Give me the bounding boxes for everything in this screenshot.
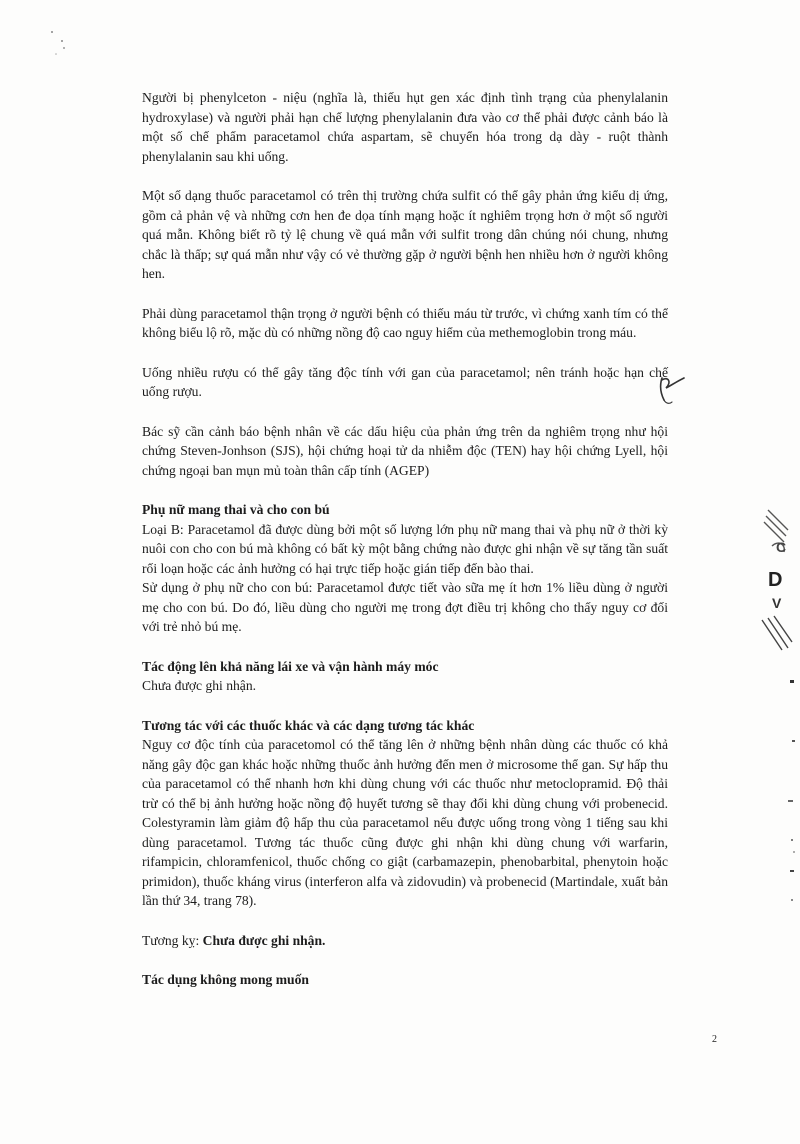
section-interactions	[142, 716, 668, 911]
driving-text: Chưa được ghi nhận.	[142, 678, 257, 693]
paragraph-skin-reactions: Bác sỹ cần cảnh báo bệnh nhân về các dấu hiệu của phản ứng trên da nghiêm trọng như hội chứng Steven-Jonhson (SJS), hội chứng hoại tử da nhiễm độc (TEN) hay hội chứng Lyell, hội chứng ngoại ban mụn mủ toàn thân cấp tính (AGEP)	[142, 423, 668, 478]
edge-stamp-marks	[748, 500, 800, 830]
paragraph-anemia: Phải dùng paracetamol thận trọng ở người bệnh có thiếu máu từ trước, vì chứng xanh tím có thể không biểu lộ rõ, mặc dù có những nồng độ cao nguy hiểm của methemoglobin trong máu.	[142, 305, 668, 340]
incompatibility-value: Chưa được ghi nhận.	[202, 932, 326, 948]
document-body	[142, 88, 668, 990]
incompatibility-label: Tương kỵ:	[142, 932, 203, 948]
edge-scan-dots	[778, 830, 800, 970]
incompatibility-line	[142, 931, 668, 951]
paragraph-alcohol: Uống nhiều rượu có thể gây tăng độc tính với gan của paracetamol; nên tránh hoặc hạn chế uống rượu.	[142, 364, 668, 399]
svg-text:C: C	[776, 539, 787, 555]
interactions-text: Nguy cơ độc tính của paracetomol có thể tăng lên ở những bệnh nhân dùng các thuốc có khả năng gây độc gan khác hoặc những thuốc ảnh hưởng đến men ở microsome thể gan. Sự hấp thu của paracetamol có thể nhanh hơn khi dùng chung với các thuốc như metoclopramid. Độ thải trừ có thể bị ảnh hưởng hoặc nồng độ huyết tương sẽ thay đổi khi dùng chung với probenecid. Colestyramin làm giảm độ hấp thu của paracetamol nếu được uống trong vòng 1 tiếng sau khi dùng paracetamol. Tương tác thuốc cũng được ghi nhận khi dùng chung với warfarin, rifampicin, chloramfenicol, thuốc chống co giật (carbamazepin, phenobarbital, phenytoin hoặc primidon), thuốc kháng virus (interferon alfa và zidovudin) và probenecid (Martindale, xuất bản lần thứ 34, trang 78).	[142, 737, 668, 908]
section-pregnancy	[142, 500, 668, 637]
heading-pregnancy: Phụ nữ mang thai và cho con bú	[142, 502, 330, 517]
pregnancy-category-text: Loại B: Paracetamol đã được dùng bởi một số lượng lớn phụ nữ mang thai và phụ nữ ở thời kỳ nuôi con cho con bú mà không có bất kỳ một bằng chứng nào được ghi nhận về sự tăng tần suất rối loạn hoặc các ảnh hưởng có hại trực tiếp hoặc gián tiếp đến bào thai.	[142, 521, 668, 576]
svg-text:V: V	[772, 595, 782, 611]
paragraph-phenylketonuria: Người bị phenylceton - niệu (nghĩa là, thiếu hụt gen xác định tình trạng của phenylalanin hydroxylase) và người phải hạn chế lượng phenylalanin đưa vào cơ thể phải được cảnh báo là một số chế phẩm paracetamol chứa aspartam, sẽ chuyển hóa trong dạ dày - ruột thành phenylalanin sau khi uống.	[142, 90, 668, 164]
svg-text:D: D	[768, 569, 783, 591]
heading-side-effects: Tác dụng không mong muốn	[142, 972, 309, 987]
handwritten-initial	[650, 372, 690, 408]
breastfeeding-text: Sử dụng ở phụ nữ cho con bú: Paracetamol được tiết vào sữa mẹ ít hơn 1% liều dùng ở người mẹ cho con bú. Do đó, liều dùng cho người mẹ trong đợt điều trị không cho thấy nguy cơ đối với trẻ nhỏ bú mẹ.	[142, 580, 668, 634]
paragraph-sulfite: Một số dạng thuốc paracetamol có trên thị trường chứa sulfit có thể gây phản ứng kiểu dị ứng, gồm cả phản vệ và những cơn hen đe dọa tính mạng hoặc ít nghiêm trọng hơn ở một số người quá mẫn. Không biết rõ tỷ lệ chung về quá mẫn với sulfit trong dân chúng nói chung, nhưng chắc là thấp; sự quá mẫn như vậy có vẻ thường gặp ở người bệnh hen nhiều hơn ở người không hen.	[142, 188, 668, 281]
scan-corner-marks	[48, 28, 72, 58]
heading-interactions: Tương tác với các thuốc khác và các dạng tương tác khác	[142, 717, 475, 733]
section-driving	[142, 657, 668, 696]
page-number: 2	[712, 1034, 717, 1045]
heading-driving: Tác động lên khả năng lái xe và vận hành máy móc	[142, 658, 439, 674]
